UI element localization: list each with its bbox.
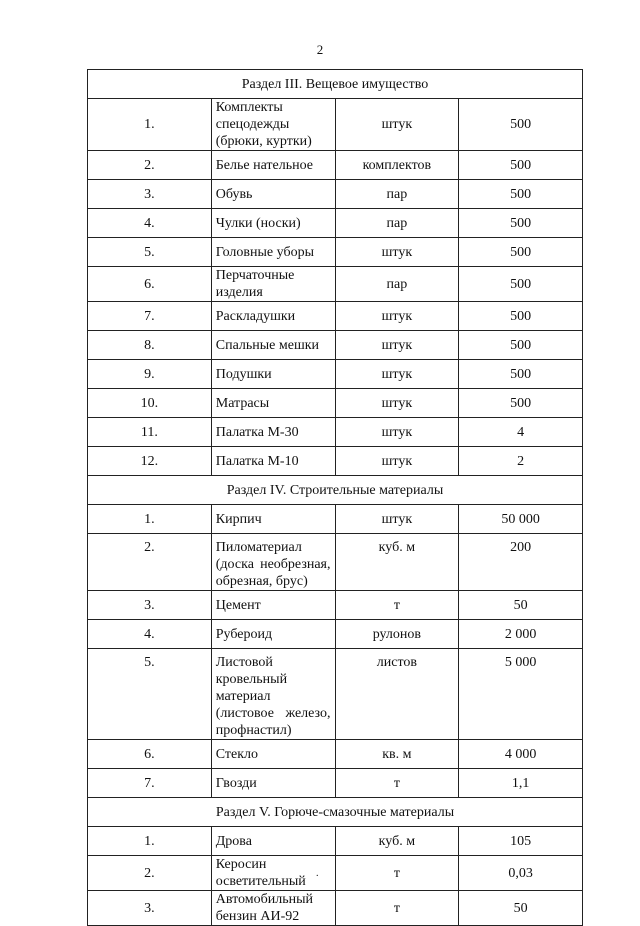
row-unit: пар <box>335 267 459 302</box>
inventory-table <box>87 69 583 926</box>
row-unit: пар <box>335 180 459 209</box>
row-number: 10. <box>88 389 212 418</box>
row-name: Дрова <box>211 827 335 856</box>
table-row <box>88 418 583 447</box>
table-row <box>88 827 583 856</box>
row-unit: куб. м <box>335 534 459 591</box>
row-name: Палатка М-10 <box>211 447 335 476</box>
row-unit: штук <box>335 331 459 360</box>
table-row <box>88 180 583 209</box>
row-quantity: 50 000 <box>459 505 583 534</box>
row-number: 1. <box>88 99 212 151</box>
row-number: 4. <box>88 620 212 649</box>
row-name: Подушки <box>211 360 335 389</box>
table-row <box>88 534 583 591</box>
row-name: Цемент <box>211 591 335 620</box>
row-number: 7. <box>88 769 212 798</box>
row-name: Головные уборы <box>211 238 335 267</box>
table-row <box>88 267 583 302</box>
row-unit: кв. м <box>335 740 459 769</box>
row-name: Матрасы <box>211 389 335 418</box>
row-name: Гвозди <box>211 769 335 798</box>
table-row <box>88 649 583 740</box>
row-number: 3. <box>88 591 212 620</box>
table-row <box>88 769 583 798</box>
row-quantity: 500 <box>459 302 583 331</box>
row-number: 11. <box>88 418 212 447</box>
row-unit: штук <box>335 302 459 331</box>
row-number: 6. <box>88 267 212 302</box>
row-quantity: 4 000 <box>459 740 583 769</box>
row-number: 5. <box>88 649 212 740</box>
row-unit: штук <box>335 99 459 151</box>
row-quantity: 200 <box>459 534 583 591</box>
table-row <box>88 856 583 891</box>
row-name: Пиломатериал (доска необрезная, обрезная, брус) <box>211 534 335 591</box>
row-quantity: 500 <box>459 99 583 151</box>
page-mark: . <box>316 868 319 879</box>
row-unit: штук <box>335 418 459 447</box>
row-number: 3. <box>88 180 212 209</box>
table-row <box>88 302 583 331</box>
row-name: Листовой кровельный материал (листовое железо, профнастил) <box>211 649 335 740</box>
table-row <box>88 151 583 180</box>
table-row <box>88 620 583 649</box>
row-quantity: 500 <box>459 238 583 267</box>
row-number: 2. <box>88 856 212 891</box>
row-name: Обувь <box>211 180 335 209</box>
section-header <box>88 798 583 827</box>
table-row <box>88 360 583 389</box>
row-name: Керосин осветительный <box>211 856 335 891</box>
row-quantity: 0,03 <box>459 856 583 891</box>
section-title: Раздел III. Вещевое имущество <box>88 70 583 99</box>
row-unit: куб. м <box>335 827 459 856</box>
row-quantity: 500 <box>459 209 583 238</box>
row-number: 9. <box>88 360 212 389</box>
row-number: 6. <box>88 740 212 769</box>
row-quantity: 4 <box>459 418 583 447</box>
section-header <box>88 476 583 505</box>
row-unit: штук <box>335 238 459 267</box>
row-number: 12. <box>88 447 212 476</box>
row-name: Раскладушки <box>211 302 335 331</box>
row-name: Кирпич <box>211 505 335 534</box>
row-quantity: 500 <box>459 389 583 418</box>
page-number: 2 <box>316 42 324 57</box>
row-unit: т <box>335 769 459 798</box>
row-quantity: 500 <box>459 180 583 209</box>
row-number: 4. <box>88 209 212 238</box>
table-row <box>88 389 583 418</box>
row-number: 2. <box>88 151 212 180</box>
row-quantity: 2 <box>459 447 583 476</box>
row-unit: штук <box>335 389 459 418</box>
row-name: Комплекты спецодежды (брюки, куртки) <box>211 99 335 151</box>
table-row <box>88 238 583 267</box>
row-unit: т <box>335 891 459 926</box>
row-quantity: 500 <box>459 267 583 302</box>
row-number: 5. <box>88 238 212 267</box>
row-name: Палатка М-30 <box>211 418 335 447</box>
row-name: Стекло <box>211 740 335 769</box>
table-row <box>88 99 583 151</box>
row-unit: рулонов <box>335 620 459 649</box>
row-quantity: 2 000 <box>459 620 583 649</box>
row-quantity: 500 <box>459 331 583 360</box>
row-quantity: 50 <box>459 591 583 620</box>
section-header <box>88 70 583 99</box>
table-row <box>88 740 583 769</box>
row-number: 2. <box>88 534 212 591</box>
row-number: 3. <box>88 891 212 926</box>
row-number: 8. <box>88 331 212 360</box>
row-unit: пар <box>335 209 459 238</box>
table-row <box>88 891 583 926</box>
row-quantity: 1,1 <box>459 769 583 798</box>
row-name: Автомобильный бензин АИ-92 <box>211 891 335 926</box>
row-quantity: 500 <box>459 151 583 180</box>
row-unit: штук <box>335 505 459 534</box>
row-unit: комплектов <box>335 151 459 180</box>
row-name: Рубероид <box>211 620 335 649</box>
row-unit: штук <box>335 447 459 476</box>
row-name: Белье нательное <box>211 151 335 180</box>
table-row <box>88 331 583 360</box>
row-quantity: 105 <box>459 827 583 856</box>
row-unit: т <box>335 591 459 620</box>
row-quantity: 500 <box>459 360 583 389</box>
row-quantity: 50 <box>459 891 583 926</box>
row-number: 1. <box>88 827 212 856</box>
row-number: 7. <box>88 302 212 331</box>
table-row <box>88 447 583 476</box>
row-name: Перчаточные изделия <box>211 267 335 302</box>
row-name: Чулки (носки) <box>211 209 335 238</box>
section-title: Раздел V. Горюче-смазочные материалы <box>88 798 583 827</box>
row-unit: т <box>335 856 459 891</box>
row-quantity: 5 000 <box>459 649 583 740</box>
row-number: 1. <box>88 505 212 534</box>
table-row <box>88 505 583 534</box>
table-row <box>88 209 583 238</box>
row-unit: листов <box>335 649 459 740</box>
section-title: Раздел IV. Строительные материалы <box>88 476 583 505</box>
row-name: Спальные мешки <box>211 331 335 360</box>
table-row <box>88 591 583 620</box>
row-unit: штук <box>335 360 459 389</box>
